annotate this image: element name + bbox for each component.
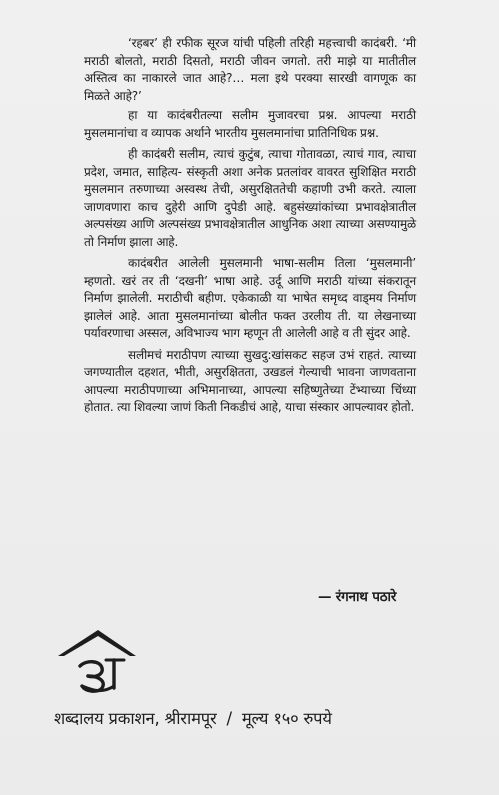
blurb-paragraph-3: ही कादंबरी सलीम, त्याचं कुटुंब, त्याचा गोतावळा, त्याचं गाव, त्याचा प्रदेश, जमात, साहित्य- संस्कृती अशा अनेक प्रतलांवर वावरत सुशिक्षित मराठी मुसलमान तरुणाच्या अस्वस्थ तेची, असुरक्षिततेची कहाणी उभी करते. त्याला जाणवणारा काच दुहेरी आणि दुपेडी आहे. बहुसंख्यांकांच्या प्रभावक्षेत्रातील अल्पसंख्य आणि अल्पसंख्य प्रभावक्षेत्रातील आधुनिक अशा त्याच्या असण्यामुळे तो निर्माण झाला आहे. (84, 147, 416, 249)
publisher-logo-hut-icon (56, 626, 138, 698)
publisher-name: शब्दालय प्रकाशन, श्रीरामपूर (54, 709, 217, 728)
publisher-footer (54, 706, 332, 729)
author-signature: — रंगनाथ पठारे (318, 589, 397, 605)
blurb-paragraph-4: कादंबरीत आलेली मुसलमानी भाषा-सलीम तिला ‘मुसलमानी’ म्हणतो. खरं तर ती ‘दखनी’ भाषा आहे. उर्दू आणि मराठी यांच्या संकरातून निर्माण झालेली. मराठीची बहीण. एकेकाळी या भाषेत समृध्द वाड्मय निर्माण झालेलं आहे. आता मुसलमानांच्या बोलीत फक्त उरलीय ती. या लेखनाच्या पर्यावरणाचा अस्सल, अविभाज्य भाग म्हणून ती आलेली आहे व ती सुंदर आहे. (84, 256, 416, 340)
book-price: मूल्य १५० रुपये (241, 709, 332, 728)
blurb-paragraph-1: ‘रहबर’ ही रफीक सूरज यांची पहिली तरिही महत्त्वाची कादंबरी. ‘मी मराठी बोलतो, मराठी दिसतो, मराठी जीवन जगतो. तरी माझे या मातीतील अस्तित्व का नाकारले जात आहे?… मला इथे परक्या सारखी वागणूक का मिळते आहे?’ (84, 36, 416, 103)
blurb-paragraph-2: हा या कादंबरीतल्या सलीम मुजावरचा प्रश्न. आपल्या मराठी मुसलमानांचा व व्यापक अर्थाने भारतीय मुसलमानांचा प्रातिनिधिक प्रश्न. (84, 108, 416, 140)
footer-separator: / (226, 709, 232, 728)
blurb-text (84, 35, 416, 421)
blurb-paragraph-5: सलीमचं मराठीपण त्याच्या सुखदु:खांसकट सहज उभं राहतं. त्याच्या जगण्यातील दहशत, भीती, असुरक्षितता, उखडलं गेल्याची भावना जाणवताना आपल्या मराठीपणाच्या अभिमानाच्या, आपल्या सहिष्णुतेच्या टेंभ्याच्या चिंध्या होतात. त्या शिवल्या जाणं किती निकडीचं आहे, याचा संस्कार आपल्यावर होतो. (84, 347, 416, 414)
